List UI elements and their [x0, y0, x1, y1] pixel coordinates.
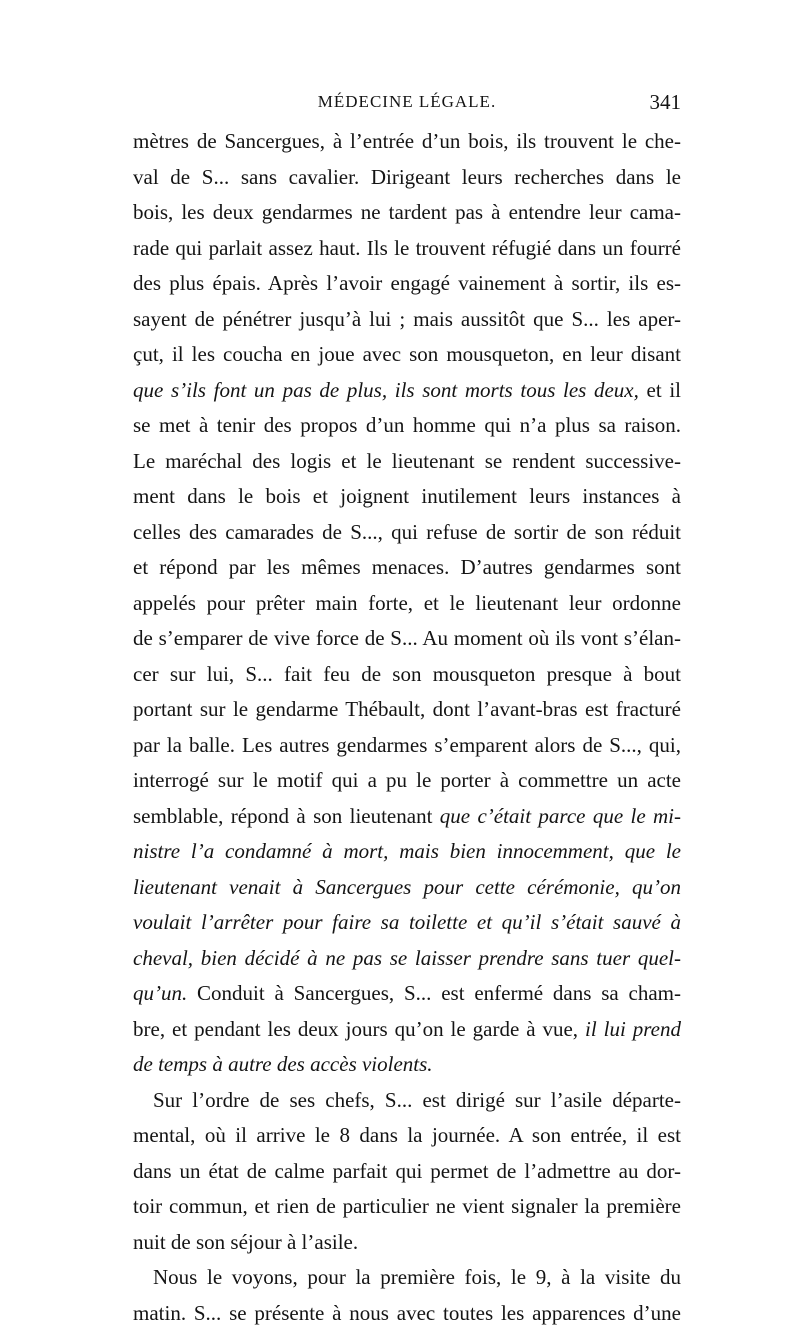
text-run: se met à tenir des propos d’un homme qui n’a plus sa raison.: [133, 413, 681, 437]
text-run: celles des camarades de S..., qui refuse de sortir de son réduit: [133, 520, 681, 544]
text-run: mental, où il arrive le 8 dans la journée. A son entrée, il est: [133, 1123, 681, 1147]
text-line: [133, 1225, 681, 1261]
text-line: [133, 621, 681, 657]
text-line: [133, 870, 681, 906]
text-line: [133, 266, 681, 302]
italic-text-run: que c’était parce que le mi-: [440, 804, 681, 828]
text-line: [133, 1012, 681, 1048]
text-line: [133, 515, 681, 551]
text-line: [133, 657, 681, 693]
text-run: val de S... sans cavalier. Dirigeant leurs recherches dans le: [133, 165, 681, 189]
italic-text-run: nistre l’a condamné à mort, mais bien innocemment, que le: [133, 839, 681, 863]
italic-text-run: que s’ils font un pas de plus, ils sont morts tous les deux,: [133, 378, 639, 402]
text-run: par la balle. Les autres gendarmes s’emparent alors de S..., qui,: [133, 733, 681, 757]
text-line: [133, 160, 681, 196]
text-run: Conduit à Sancergues, S... est enfermé dans sa cham-: [187, 981, 681, 1005]
text-line: [133, 550, 681, 586]
text-line: [133, 763, 681, 799]
text-line: [133, 1260, 681, 1296]
text-run: portant sur le gendarme Thébault, dont l’avant-bras est fracturé: [133, 697, 681, 721]
italic-text-run: qu’un.: [133, 981, 187, 1005]
text-line: [133, 337, 681, 373]
text-line: [133, 444, 681, 480]
text-run: Nous le voyons, pour la première fois, le 9, à la visite du: [153, 1265, 681, 1289]
text-line: [133, 834, 681, 870]
text-run: toir commun, et rien de particulier ne vient signaler la première: [133, 1194, 681, 1218]
text-line: [133, 586, 681, 622]
text-line: [133, 231, 681, 267]
text-run: interrogé sur le motif qui a pu le porter à commettre un acte: [133, 768, 681, 792]
text-run: dans un état de calme parfait qui permet de l’admettre au dor-: [133, 1159, 681, 1183]
text-run: Sur l’ordre de ses chefs, S... est dirigé sur l’asile départe-: [153, 1088, 681, 1112]
text-run: bre, et pendant les deux jours qu’on le garde à vue,: [133, 1017, 585, 1041]
italic-text-run: il lui prend: [585, 1017, 681, 1041]
text-run: rade qui parlait assez haut. Ils le trouvent réfugié dans un fourré: [133, 236, 681, 260]
text-run: bois, les deux gendarmes ne tardent pas à entendre leur cama-: [133, 200, 681, 224]
text-line: [133, 1083, 681, 1119]
text-run: semblable, répond à son lieutenant: [133, 804, 440, 828]
text-run: appelés pour prêter main forte, et le lieutenant leur ordonne: [133, 591, 681, 615]
italic-text-run: voulait l’arrêter pour faire sa toilette et qu’il s’était sauvé à: [133, 910, 681, 934]
italic-text-run: de temps à autre des accès violents.: [133, 1052, 433, 1076]
text-run: et répond par les mêmes menaces. D’autres gendarmes sont: [133, 555, 681, 579]
text-line: [133, 124, 681, 160]
text-line: [133, 976, 681, 1012]
text-line: [133, 1154, 681, 1190]
text-line: [133, 1296, 681, 1331]
text-run: sayent de pénétrer jusqu’à lui ; mais aussitôt que S... les aper-: [133, 307, 681, 331]
text-run: nuit de son séjour à l’asile.: [133, 1230, 358, 1254]
text-line: [133, 1118, 681, 1154]
text-run: ment dans le bois et joignent inutilement leurs instances à: [133, 484, 681, 508]
body-text: [133, 124, 681, 1331]
text-line: [133, 941, 681, 977]
text-run: Le maréchal des logis et le lieutenant se rendent successive-: [133, 449, 681, 473]
text-run: et il: [639, 378, 681, 402]
text-run: de s’emparer de vive force de S... Au moment où ils vont s’élan-: [133, 626, 681, 650]
text-run: mètres de Sancergues, à l’entrée d’un bois, ils trouvent le che-: [133, 129, 681, 153]
italic-text-run: cheval, bien décidé à ne pas se laisser prendre sans tuer quel-: [133, 946, 681, 970]
text-line: [133, 408, 681, 444]
running-title: MÉDECINE LÉGALE.: [133, 92, 681, 112]
text-line: [133, 1189, 681, 1225]
text-line: [133, 373, 681, 409]
text-line: [133, 195, 681, 231]
text-line: [133, 905, 681, 941]
text-run: des plus épais. Après l’avoir engagé vainement à sortir, ils es-: [133, 271, 681, 295]
text-line: [133, 1047, 681, 1083]
text-line: [133, 479, 681, 515]
text-line: [133, 302, 681, 338]
text-run: çut, il les coucha en joue avec son mousqueton, en leur disant: [133, 342, 681, 366]
text-line: [133, 728, 681, 764]
page-number: 341: [650, 90, 682, 115]
text-run: matin. S... se présente à nous avec toutes les apparences d’une: [133, 1301, 681, 1325]
text-line: [133, 692, 681, 728]
text-line: [133, 799, 681, 835]
page-header: [133, 90, 681, 120]
italic-text-run: lieutenant venait à Sancergues pour cette cérémonie, qu’on: [133, 875, 681, 899]
text-run: cer sur lui, S... fait feu de son mousqueton presque à bout: [133, 662, 681, 686]
